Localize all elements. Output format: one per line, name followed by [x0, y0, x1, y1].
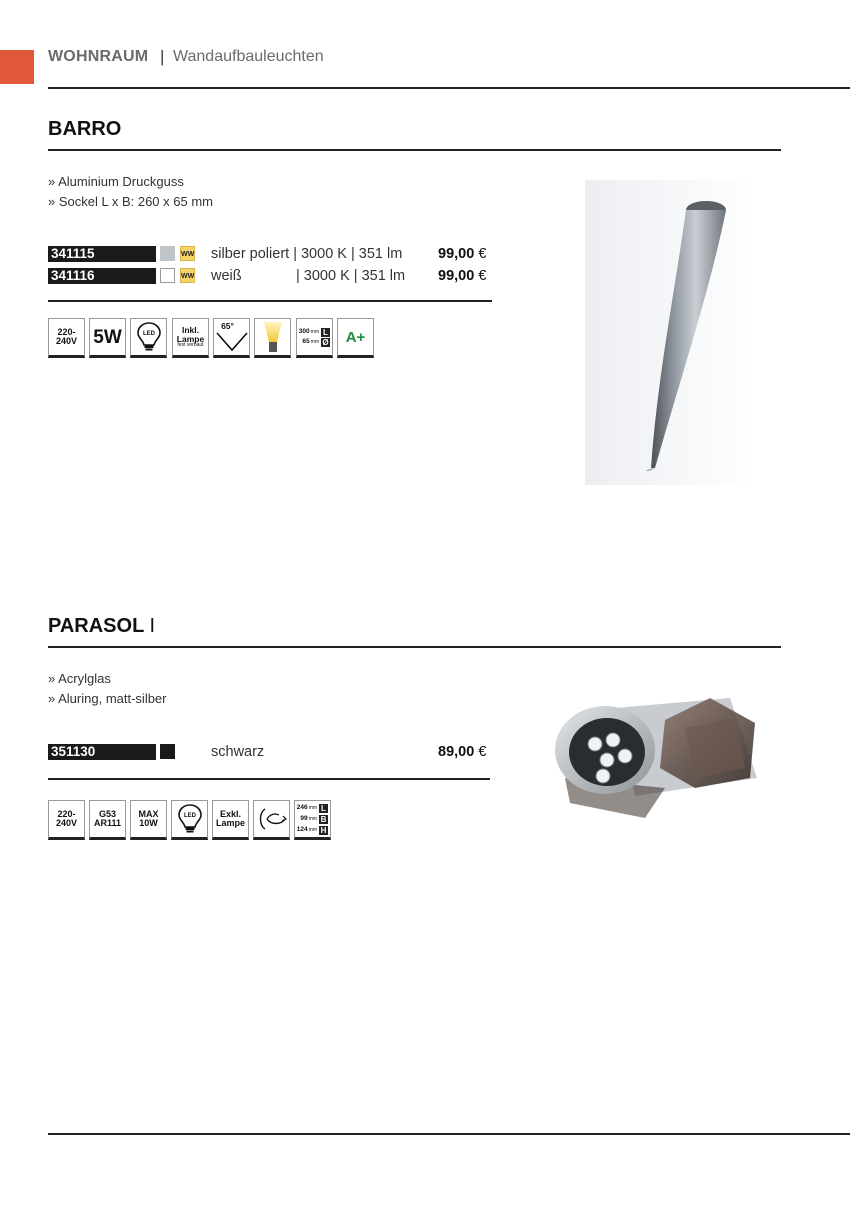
max-wattage-icon: [130, 800, 167, 840]
variant-description: silber poliert | 3000 K | 351 lm: [211, 246, 403, 262]
dim-key: L: [319, 804, 328, 813]
variant-price: [438, 268, 486, 284]
warm-white-badge: WW: [180, 246, 195, 261]
dim-unit: mm: [308, 804, 317, 811]
feature-item: » Sockel L x B: 260 x 65 mm: [48, 194, 213, 209]
lamp-line: fest verbaut: [177, 342, 204, 348]
article-number: 341116: [48, 268, 156, 284]
header-rule: [48, 87, 850, 89]
price-value: 89,00: [438, 744, 475, 760]
wattage-value: 5W: [93, 326, 122, 348]
energy-class-icon: [337, 318, 374, 358]
voltage-icon: [48, 318, 85, 358]
dim-key: L: [321, 328, 330, 337]
max-line: MAX: [138, 809, 159, 819]
voltage-line: 240V: [55, 818, 78, 828]
barro-product-image: [585, 180, 755, 485]
dim-value: 124: [296, 825, 308, 833]
category-title: Wandaufbauleuchten: [173, 48, 324, 65]
table-rule: [48, 300, 492, 302]
color-swatch: [160, 246, 175, 261]
dim-unit: mm: [308, 815, 317, 822]
feature-item: » Aluminium Druckguss: [48, 174, 184, 189]
dimensions-icon: [294, 800, 331, 840]
variant-price: [438, 246, 486, 262]
dim-key: H: [320, 825, 327, 835]
variant-price: [438, 744, 486, 760]
header-separator: |: [160, 47, 165, 66]
table-rule: [48, 778, 490, 780]
dim-unit: mm: [308, 826, 317, 833]
section-title: WOHNRAUM: [48, 48, 149, 65]
dimensions-icon: [296, 318, 333, 358]
product-title: BARRO: [48, 118, 122, 140]
title-rule: [48, 646, 781, 648]
article-number: 341115: [48, 246, 156, 262]
product-title-suffix: I: [149, 615, 156, 637]
product-title-text: PARASOL: [48, 615, 144, 637]
variant-description: schwarz: [211, 744, 265, 760]
voltage-line: 220-: [57, 327, 76, 337]
voltage-icon: [48, 800, 85, 840]
wattage-icon: [89, 318, 126, 358]
product-title: [48, 615, 155, 638]
led-label: LED: [142, 331, 155, 337]
title-rule: [48, 149, 781, 151]
dim-key: B: [320, 814, 327, 824]
voltage-line: 220-: [57, 809, 76, 819]
currency: €: [478, 744, 487, 760]
rotatable-icon: [253, 800, 290, 840]
dim-value: 65: [302, 337, 310, 345]
article-number: 351130: [48, 744, 156, 760]
variant-description-color: weiß: [211, 268, 242, 284]
socket-icon: [89, 800, 126, 840]
beam-angle-icon: [213, 318, 250, 358]
dim-value: 246: [296, 803, 308, 811]
dim-key: Ø: [322, 337, 329, 347]
max-line: 10W: [139, 818, 158, 828]
light-beam-icon: [254, 318, 291, 358]
energy-class-value: A+: [345, 328, 366, 346]
dim-unit: mm: [310, 338, 319, 345]
dim-value: 300: [298, 327, 310, 335]
lamp-excluded-icon: [212, 800, 249, 840]
lamp-line: Inkl.: [181, 325, 199, 335]
color-swatch: [160, 744, 175, 759]
led-label: LED: [183, 813, 196, 819]
dim-value: 99: [300, 814, 308, 822]
color-swatch: [160, 268, 175, 283]
parasol-product-image: [545, 668, 775, 823]
feature-item: » Acrylglas: [48, 671, 111, 686]
price-value: 99,00: [438, 246, 475, 262]
lamp-line: Lampe: [215, 818, 245, 828]
currency: €: [478, 246, 487, 262]
led-bulb-icon: [130, 318, 167, 358]
led-bulb-icon: [171, 800, 208, 840]
lamp-line: Lampe: [176, 333, 205, 344]
section-color-tab: [0, 50, 34, 84]
feature-item: » Aluring, matt-silber: [48, 691, 167, 706]
price-value: 99,00: [438, 268, 475, 284]
currency: €: [478, 268, 487, 284]
beam-angle-value: 65°: [221, 321, 234, 331]
socket-line: G53: [98, 809, 116, 819]
lamp-included-icon: [172, 318, 209, 358]
warm-white-badge: WW: [180, 268, 195, 283]
variant-description-spec: | 3000 K | 351 lm: [296, 268, 406, 284]
lamp-line: Exkl.: [219, 809, 241, 819]
voltage-line: 240V: [55, 336, 78, 346]
socket-line: AR111: [93, 818, 122, 828]
dim-unit: mm: [310, 328, 319, 335]
footer-rule: [48, 1133, 850, 1135]
